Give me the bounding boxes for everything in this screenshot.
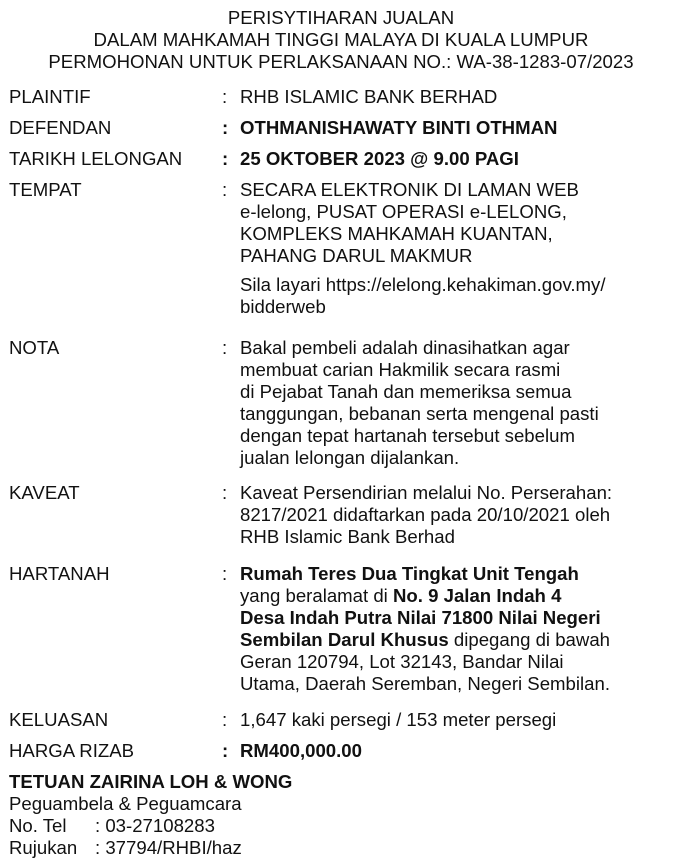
property-address: Desa Indah Putra Nilai 71800 Nilai Negeri <box>240 607 601 628</box>
value-nota <box>240 337 673 469</box>
label-tarikh-lelongan: TARIKH LELONGAN <box>9 148 183 169</box>
colon: : <box>222 740 229 761</box>
colon: : <box>222 337 228 358</box>
label-tempat: TEMPAT <box>9 179 82 200</box>
nota-line: tanggungan, bebanan serta mengenal pasti <box>240 403 599 424</box>
nota-line: jualan lelongan dijalankan. <box>240 447 460 468</box>
value-defendan: OTHMANISHAWATY BINTI OTHMAN <box>240 117 558 138</box>
kaveat-line: 8217/2021 didaftarkan pada 20/10/2021 oleh <box>240 504 611 525</box>
property-address: Sembilan Darul Khusus <box>240 629 449 650</box>
label-plaintif: PLAINTIF <box>9 86 91 107</box>
firm-tel <box>9 815 292 837</box>
kaveat-line: RHB Islamic Bank Berhad <box>240 526 455 547</box>
firm-role: Peguambela & Peguamcara <box>9 793 242 814</box>
label-hartanah: HARTANAH <box>9 563 110 584</box>
property-title: Utama, Daerah Seremban, Negeri Sembilan. <box>240 673 610 694</box>
colon: : <box>222 148 229 169</box>
colon: : <box>222 563 228 584</box>
nota-line: dengan tepat hartanah tersebut sebelum <box>240 425 575 446</box>
tel-value: : 03-27108283 <box>95 815 215 836</box>
colon: : <box>222 86 228 107</box>
application-number: PERMOHONAN UNTUK PERLAKSANAAN NO.: WA-38-1283-07/2023 <box>48 51 634 72</box>
colon: : <box>222 117 229 138</box>
value-keluasan: 1,647 kaki persegi / 153 meter persegi <box>240 709 557 730</box>
firm-name: TETUAN ZAIRINA LOH & WONG <box>9 771 293 792</box>
tempat-line: KOMPLEKS MAHKAMAH KUANTAN, <box>240 223 553 244</box>
tempat-line: SECARA ELEKTRONIK DI LAMAN WEB <box>240 179 579 200</box>
tel-label: No. Tel <box>9 815 67 836</box>
property-text: yang beralamat di <box>240 585 388 606</box>
value-kaveat <box>240 482 673 548</box>
colon: : <box>222 482 228 503</box>
colon: : <box>222 709 228 730</box>
elelong-url-cont: bidderweb <box>240 296 326 317</box>
notice-title: PERISYTIHARAN JUALAN <box>227 7 455 28</box>
kaveat-line: Kaveat Persendirian melalui No. Perserahan: <box>240 482 613 503</box>
label-kaveat: KAVEAT <box>9 482 80 503</box>
label-defendan: DEFENDAN <box>9 117 112 138</box>
label-nota: NOTA <box>9 337 60 358</box>
ref-value: : 37794/RHBI/haz <box>95 837 242 858</box>
nota-line: Bakal pembeli adalah dinasihatkan agar <box>240 337 570 358</box>
value-tarikh-lelongan: 25 OKTOBER 2023 @ 9.00 PAGI <box>240 148 519 169</box>
elelong-url: Sila layari https://elelong.kehakiman.gov.my/ <box>240 274 606 295</box>
ref-label: Rujukan <box>9 837 78 858</box>
tempat-line: PAHANG DARUL MAKMUR <box>240 245 473 266</box>
label-keluasan: KELUASAN <box>9 709 109 730</box>
property-text: dipegang di bawah <box>453 629 611 650</box>
colon: : <box>222 179 228 200</box>
tempat-line: e-lelong, PUSAT OPERASI e-LELONG, <box>240 201 567 222</box>
property-type: Rumah Teres Dua Tingkat Unit Tengah <box>240 563 579 584</box>
label-harga-rizab: HARGA RIZAB <box>9 740 135 761</box>
law-firm-block <box>9 771 292 859</box>
nota-line: membuat carian Hakmilik secara rasmi <box>240 359 561 380</box>
value-hartanah <box>240 563 673 695</box>
nota-line: di Pejabat Tanah dan memeriksa semua <box>240 381 572 402</box>
property-title: Geran 120794, Lot 32143, Bandar Nilai <box>240 651 564 672</box>
firm-ref <box>9 837 292 859</box>
property-address: No. 9 Jalan Indah 4 <box>392 585 562 606</box>
court-name: DALAM MAHKAMAH TINGGI MALAYA DI KUALA LUMPUR <box>93 29 589 50</box>
value-plaintif: RHB ISLAMIC BANK BERHAD <box>240 86 498 107</box>
notice-header <box>0 0 682 73</box>
value-tempat <box>240 179 673 318</box>
value-harga-rizab: RM400,000.00 <box>240 740 362 761</box>
